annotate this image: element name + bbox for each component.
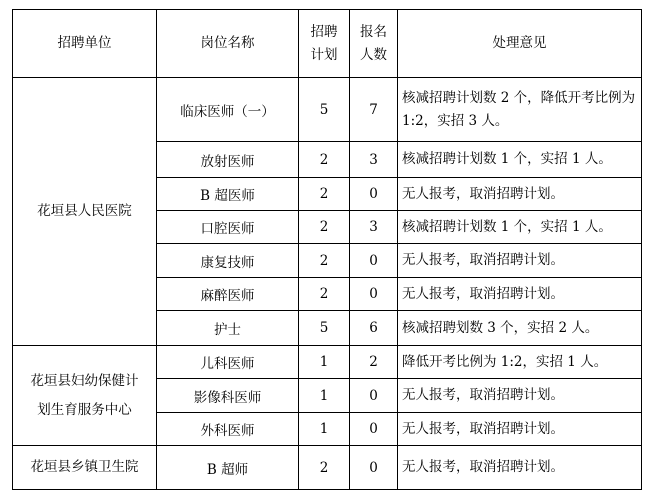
table-body [13,78,642,490]
opinion-cell: 无人报考，取消招聘计划。 [398,379,642,413]
post-cell: 影像科医师 [157,379,299,413]
plan-cell: 2 [299,178,350,211]
post-cell: 口腔医师 [157,211,299,244]
post-cell: 康复技师 [157,244,299,278]
post-cell: B 超医师 [157,178,299,211]
header-plan-line-1: 招聘 [310,23,338,40]
unit-cell [13,78,157,346]
opinion-cell: 无人报考，取消招聘计划。 [398,278,642,311]
plan-cell: 1 [299,379,350,413]
unit-line: 花垣县人民医院 [37,203,132,219]
header-plan-line-2: 计划 [310,46,338,63]
plan-cell: 2 [299,244,350,278]
opinion-cell: 核减招聘计划数 2 个，降低开考比例为 1:2，实招 3 人。 [398,78,642,142]
unit-cell [13,346,157,446]
unit-cell [13,446,157,490]
plan-cell: 5 [299,311,350,346]
header-unit: 招聘单位 [13,10,157,78]
unit-line: 花垣县乡镇卫生院 [30,459,139,475]
header-applicants [350,10,398,78]
applicants-cell: 0 [350,379,398,413]
table-row [13,78,642,142]
post-cell: 放射医师 [157,142,299,178]
applicants-cell: 0 [350,446,398,490]
unit-line: 花垣县妇幼保健计 [30,372,139,389]
opinion-cell: 核减招聘划数 3 个，实招 2 人。 [398,311,642,346]
plan-cell: 1 [299,346,350,379]
opinion-cell: 无人报考，取消招聘计划。 [398,244,642,278]
header-applicants-line-2: 人数 [360,46,387,63]
plan-cell: 1 [299,413,350,446]
opinion-cell: 核减招聘计划数 1 个，实招 1 人。 [398,142,642,178]
post-cell: 麻醉医师 [157,278,299,311]
opinion-cell: 无人报考，取消招聘计划。 [398,446,642,490]
applicants-cell: 0 [350,278,398,311]
plan-cell: 2 [299,211,350,244]
applicants-cell: 2 [350,346,398,379]
header-plan [299,10,350,78]
post-cell: 外科医师 [157,413,299,446]
header-post: 岗位名称 [157,10,299,78]
post-cell: 儿科医师 [157,346,299,379]
plan-cell: 5 [299,78,350,142]
header-applicants-line-1: 报名 [360,23,387,40]
unit-line: 划生育服务中心 [37,401,132,418]
applicants-cell: 0 [350,413,398,446]
applicants-cell: 6 [350,311,398,346]
applicants-cell: 3 [350,142,398,178]
plan-cell: 2 [299,278,350,311]
post-cell: 护士 [157,311,299,346]
plan-cell: 2 [299,142,350,178]
applicants-cell: 0 [350,244,398,278]
table-row [13,446,642,490]
opinion-cell: 无人报考，取消招聘计划。 [398,413,642,446]
applicants-cell: 0 [350,178,398,211]
recruitment-table [12,9,642,490]
opinion-cell: 无人报考，取消招聘计划。 [398,178,642,211]
applicants-cell: 7 [350,78,398,142]
post-cell: 临床医师（一） [157,78,299,142]
plan-cell: 2 [299,446,350,490]
table-row [13,346,642,379]
opinion-cell: 降低开考比例为 1:2，实招 1 人。 [398,346,642,379]
opinion-cell: 核减招聘计划数 1 个，实招 1 人。 [398,211,642,244]
applicants-cell: 3 [350,211,398,244]
header-opinion: 处理意见 [398,10,642,78]
header-row [13,10,642,78]
post-cell: B 超师 [157,446,299,490]
